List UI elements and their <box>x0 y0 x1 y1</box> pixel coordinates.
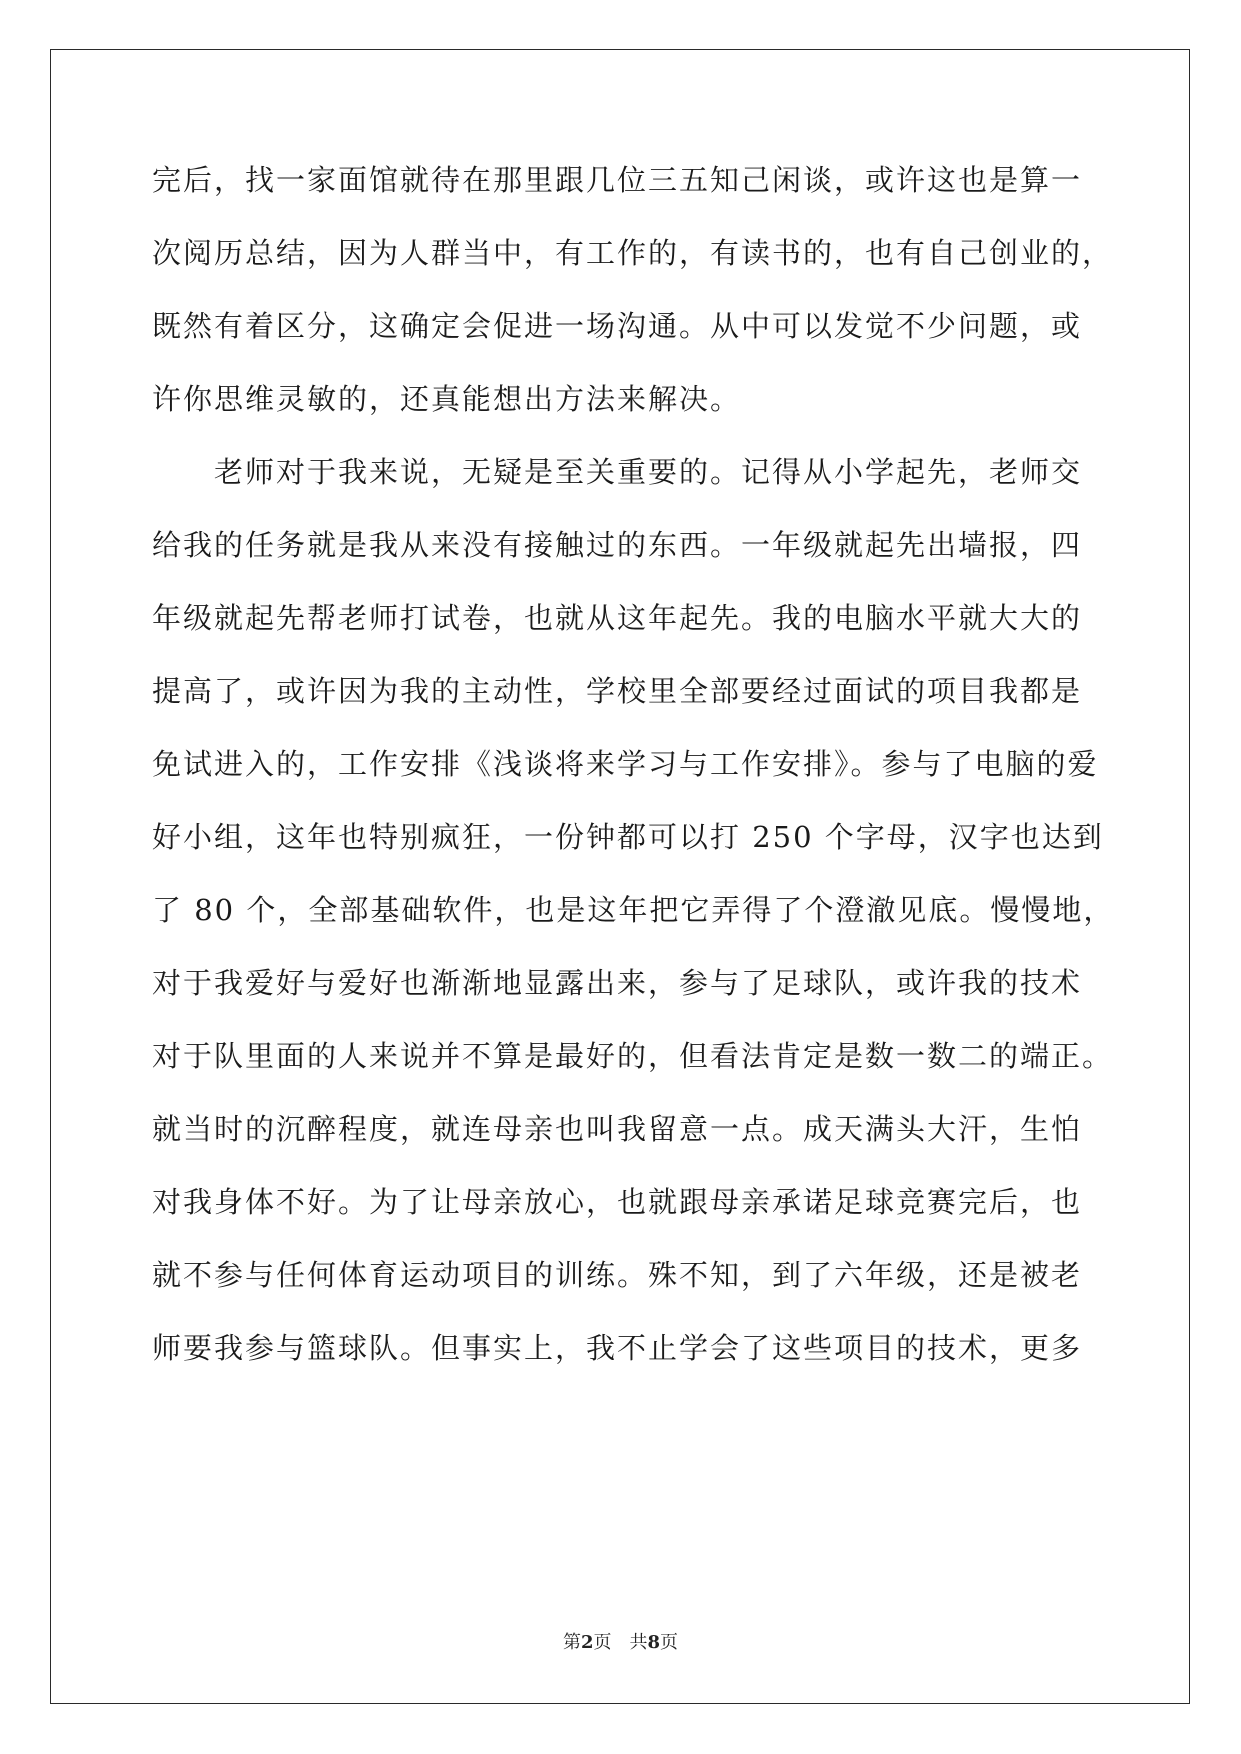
page-footer <box>0 1628 1241 1654</box>
page-border <box>50 49 1190 1704</box>
text-line: 对我身体不好。为了让母亲放心，也就跟母亲承诺足球竞赛完后，也 <box>152 1185 1083 1219</box>
text-line: 许你思维灵敏的，还真能想出方法来解决。 <box>152 382 742 416</box>
text-line: 师要我参与篮球队。但事实上，我不止学会了这些项目的技术，更多 <box>152 1331 1083 1365</box>
text-line: 既然有着区分，这确定会促进一场沟通。从中可以发觉不少问题，或 <box>152 309 1083 343</box>
text-line: 好小组，这年也特别疯狂，一份钟都可以打 250 个字母，汉字也达到 <box>152 820 1104 854</box>
footer-prefix: 第 <box>562 1632 581 1653</box>
footer-suffix: 页 <box>660 1632 679 1653</box>
footer-mid: 页 共 <box>593 1632 648 1653</box>
text-line: 对于我爱好与爱好也渐渐地显露出来，参与了足球队，或许我的技术 <box>152 966 1083 1000</box>
total-page-number: 8 <box>647 1632 661 1653</box>
text-line: 给我的任务就是我从来没有接触过的东西。一年级就起先出墙报，四 <box>152 528 1083 562</box>
text-line: 免试进入的，工作安排《浅谈将来学习与工作安排》。参与了电脑的爱 <box>152 747 1099 781</box>
text-line: 了 80 个，全部基础软件，也是这年把它弄得了个澄澈见底。慢慢地， <box>152 893 1115 927</box>
text-line: 提高了，或许因为我的主动性，学校里全部要经过面试的项目我都是 <box>152 674 1083 708</box>
text-line: 对于队里面的人来说并不算是最好的，但看法肯定是数一数二的端正。 <box>152 1039 1114 1073</box>
text-line: 就不参与任何体育运动项目的训练。殊不知，到了六年级，还是被老 <box>152 1258 1083 1292</box>
text-line: 年级就起先帮老师打试卷，也就从这年起先。我的电脑水平就大大的 <box>152 601 1083 635</box>
text-line: 次阅历总结，因为人群当中，有工作的，有读书的，也有自己创业的， <box>152 236 1114 270</box>
text-line: 完后，找一家面馆就待在那里跟几位三五知己闲谈，或许这也是算一 <box>152 163 1083 197</box>
current-page-number: 2 <box>580 1632 594 1653</box>
text-line: 就当时的沉醉程度，就连母亲也叫我留意一点。成天满头大汗，生怕 <box>152 1112 1083 1146</box>
text-line: 老师对于我来说，无疑是至关重要的。记得从小学起先，老师交 <box>152 455 1083 489</box>
